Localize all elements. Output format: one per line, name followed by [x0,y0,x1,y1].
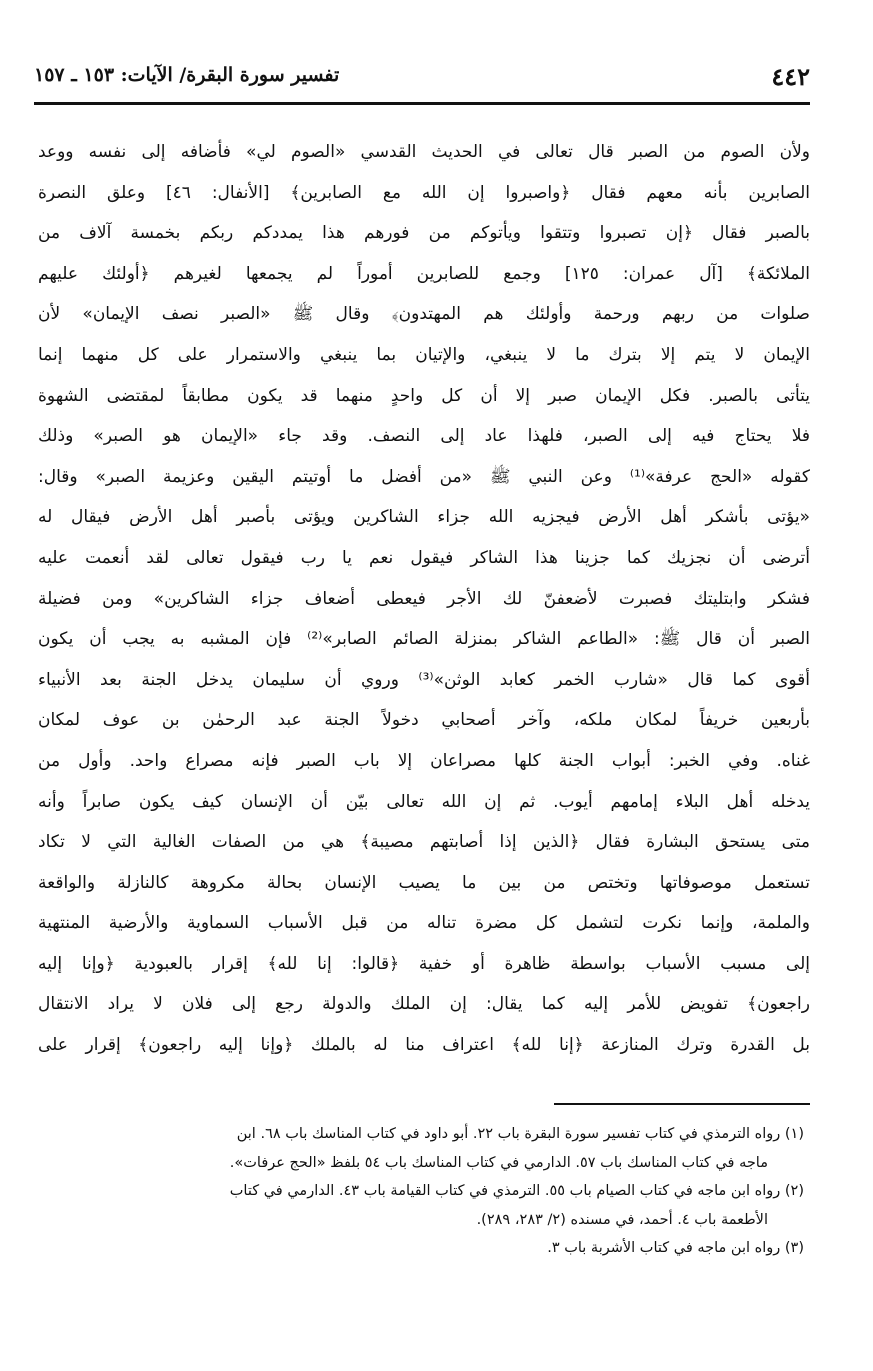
body-line: فشكر وابتليتك فصبرت لأضعفنّ لك الأجر فيعطى أضعاف جزاء الشاكرين» ومن فضيلة [38,588,810,609]
body-line: غناه. وفي الخبر: أبواب الجنة كلها مصراعان إلا باب الصبر فإنه مصراع واحد. وأول من [38,750,810,771]
body-line: تستعمل موصوفاتها وتختص من بين ما يصيب الإنسان بحالة مكروهة كالنازلة والواقعة [38,872,810,893]
footnote-line: (٢) رواه ابن ماجه في كتاب الصيام باب ٥٥. الترمذي في كتاب القيامة باب ٤٣. الدارمي في كتاب [229,1183,804,1199]
body-line: صلوات من ربهم ورحمة وأولئك هم المهتدون﴾ وقال ﷺ «الصبر نصف الإيمان» لأن [38,304,810,325]
body-line: الصابرين بأنه معهم فقال ﴿واصبروا إن الله مع الصابرين﴾ [الأنفال: ٤٦] وعلق النصرة [38,182,810,203]
footnote-line: الأطعمة باب ٤. أحمد، في مسنده (٢/ ٢٨٣، ٢٨٩). [476,1211,768,1228]
body-line: أقوى كما قال «شارب الخمر كعابد الوثن»⁽³⁾ وروي أن سليمان يدخل الجنة بعد الأنبياء [38,669,810,690]
running-title: تفسير سورة البقرة/ الآيات: ١٥٣ ـ ١٥٧ [34,64,340,86]
body-line: يتأتى بالصبر. فكل الإيمان صبر إلا أن كل واحدٍ منهما قد يكون مطابقاً لمقتضى الشهوة [38,385,810,406]
page-number: ٤٤٢ [771,62,810,91]
page-header [34,62,810,98]
header-rule [34,102,810,105]
footnote-line: (١) رواه الترمذي في كتاب تفسير سورة البقرة باب ٢٢. أبو داود في كتاب المناسك باب ٦٨. ابن [236,1126,804,1142]
body-line: إلى مسبب الأسباب بواسطة ظاهرة أو خفية ﴿قالوا: إنا لله﴾ إقرار بالعبودية ﴿وإنا إليه [38,953,810,974]
body-line: يدخله أهل البلاء إمامهم أيوب. ثم إن الله تعالى بيّن أن الإنسان كيف يكون صابراً وأنه [38,791,810,812]
body-line: بل القدرة وترك المنازعة ﴿إنا لله﴾ اعتراف منا له بالملك ﴿وإنا إليه راجعون﴾ إقرار على [38,1035,810,1056]
body-text [38,132,810,1066]
body-line: متى يستحق البشارة فقال ﴿الذين إذا أصابتهم مصيبة﴾ هي من الصفات الغالية التي لا تكاد [38,832,810,853]
footnote-line: ماجه في كتاب المناسك باب ٥٧. الدارمي في كتاب المناسك باب ٥٤ بلفظ «الحج عرفات». [229,1154,768,1171]
body-line: أترضى أن نجزيك كما جزينا هذا الشاكر فيقول نعم يا رب فيقول تعالى لقد أنعمت عليه [38,547,810,568]
body-line: فلا يحتاج فيه إلى الصبر، فلهذا عاد إلى النصف. وقد جاء «الإيمان هو الصبر» وذلك [38,426,810,447]
body-line: الإيمان لا يتم إلا بترك ما لا ينبغي، والإتيان بما ينبغي والاستمرار على كل منهما إنما [38,344,810,365]
body-line: «يؤتى بأشكر أهل الأرض فيجزيه الله جزاء الشاكرين ويؤتى بأصبر أهل الأرض فيقال له [38,507,810,528]
body-line: والملمة، وإنما نكرت لتشمل كل مضرة تناله من قبل الأسباب السماوية والأرضية المنتهية [38,913,810,934]
body-line: الصبر أن قال ﷺ: «الطاعم الشاكر بمنزلة الصائم الصابر»⁽²⁾ فإن المشبه به يجب أن يكون [38,629,810,650]
body-line: ولأن الصوم من الصبر قال تعالى في الحديث القدسي «الصوم لي» فأضافه إلى نفسه ووعد [38,142,810,162]
body-line: بأربعين خريفاً لمكان ملكه، وآخر أصحابي دخولاً الجنة عبد الرحمٰن بن عوف لمكان [38,710,810,731]
body-line: الملائكة﴾ [آل عمران: ١٢٥] وجمع للصابرين أموراً لم يجمعها لغيرهم ﴿أولئك عليهم [38,263,810,284]
body-line: كقوله «الحج عرفة»⁽¹⁾ وعن النبي ﷺ «من أفضل ما أوتيتم اليقين وعزيمة الصبر» وقال: [38,466,810,487]
footnote-line: (٣) رواه ابن ماجه في كتاب الأشربة باب ٣. [547,1240,804,1256]
footnotes [44,1120,804,1263]
body-line: راجعون﴾ تفويض للأمر إليه كما يقال: إن الملك والدولة رجع إلى فلان لا يراد الانتقال [38,994,810,1015]
body-line: بالصبر فقال ﴿إن تصبروا وتتقوا ويأتوكم من فورهم هذا يمددكم ربكم بخمسة آلاف من [38,223,810,244]
footnote-separator [554,1103,810,1105]
